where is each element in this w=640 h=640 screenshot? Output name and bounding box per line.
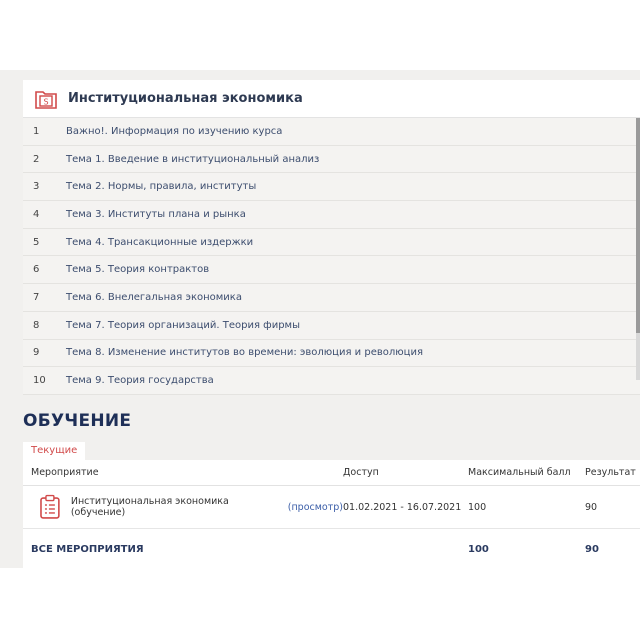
- table-header-row: [23, 460, 640, 486]
- topic-link[interactable]: Тема 1. Введение в институциональный анализ: [66, 153, 320, 165]
- topic-number: 5: [33, 236, 40, 248]
- topic-link[interactable]: Тема 3. Институты плана и рынка: [66, 208, 246, 220]
- column-header-result: Результат: [585, 467, 636, 478]
- column-header-event: Мероприятие: [31, 467, 99, 478]
- topic-number: 1: [33, 125, 40, 137]
- course-topic-row[interactable]: [23, 173, 640, 201]
- course-topic-row[interactable]: [23, 312, 640, 340]
- course-folder-icon: [34, 87, 58, 111]
- topic-number: 8: [33, 319, 40, 331]
- column-header-access: Доступ: [343, 467, 379, 478]
- course-card: [23, 80, 640, 387]
- table-total-row: [23, 529, 640, 568]
- result-value: 90: [585, 501, 598, 513]
- course-topic-row[interactable]: [23, 201, 640, 229]
- learning-table: [23, 460, 640, 568]
- course-title: Институциональная экономика: [68, 91, 303, 106]
- course-topic-row[interactable]: [23, 367, 640, 395]
- course-topic-row[interactable]: [23, 340, 640, 368]
- topic-number: 10: [33, 375, 46, 387]
- topic-link[interactable]: Тема 2. Нормы, правила, институты: [66, 181, 257, 193]
- topic-link[interactable]: Тема 7. Теория организаций. Теория фирмы: [66, 319, 300, 331]
- column-header-max-score: Максимальный балл: [468, 467, 571, 478]
- topic-number: 9: [33, 347, 40, 359]
- total-label: ВСЕ МЕРОПРИЯТИЯ: [31, 543, 144, 555]
- topic-link[interactable]: Тема 8. Изменение институтов во времени: эволюция и революция: [66, 347, 423, 359]
- course-topic-row[interactable]: [23, 118, 640, 146]
- clipboard-icon: [39, 494, 61, 520]
- table-row: [23, 486, 640, 529]
- svg-text:S: S: [43, 97, 49, 106]
- topic-number: 2: [33, 153, 40, 165]
- event-cell: [23, 494, 343, 520]
- course-topic-row[interactable]: [23, 284, 640, 312]
- topic-link[interactable]: Тема 9. Теория государства: [66, 375, 214, 387]
- total-max-score: 100: [468, 543, 489, 555]
- topic-link[interactable]: Тема 5. Теория контрактов: [66, 264, 210, 276]
- course-header: [23, 80, 640, 118]
- view-link[interactable]: (просмотр): [287, 501, 343, 513]
- course-topic-list: [23, 118, 640, 395]
- event-name: Институциональная экономика (обучение): [70, 496, 229, 518]
- content-frame: [0, 70, 640, 568]
- learning-section-title: ОБУЧЕНИЕ: [23, 411, 132, 431]
- scrollbar-thumb[interactable]: [636, 118, 640, 333]
- access-dates: 01.02.2021 - 16.07.2021: [343, 501, 462, 513]
- topic-link[interactable]: Тема 4. Трансакционные издержки: [66, 236, 254, 248]
- topic-number: 3: [33, 181, 40, 193]
- tab-current[interactable]: Текущие: [23, 442, 85, 460]
- course-list-scrollbar[interactable]: [636, 118, 640, 380]
- topic-number: 6: [33, 264, 40, 276]
- max-score-value: 100: [468, 501, 487, 513]
- topic-number: 4: [33, 208, 40, 220]
- total-result: 90: [585, 543, 599, 555]
- topic-link[interactable]: Тема 6. Внелегальная экономика: [66, 291, 242, 303]
- course-topic-row[interactable]: [23, 256, 640, 284]
- course-topic-row[interactable]: [23, 229, 640, 257]
- topic-link[interactable]: Важно!. Информация по изучению курса: [66, 125, 283, 137]
- topic-number: 7: [33, 291, 40, 303]
- course-topic-row[interactable]: [23, 146, 640, 174]
